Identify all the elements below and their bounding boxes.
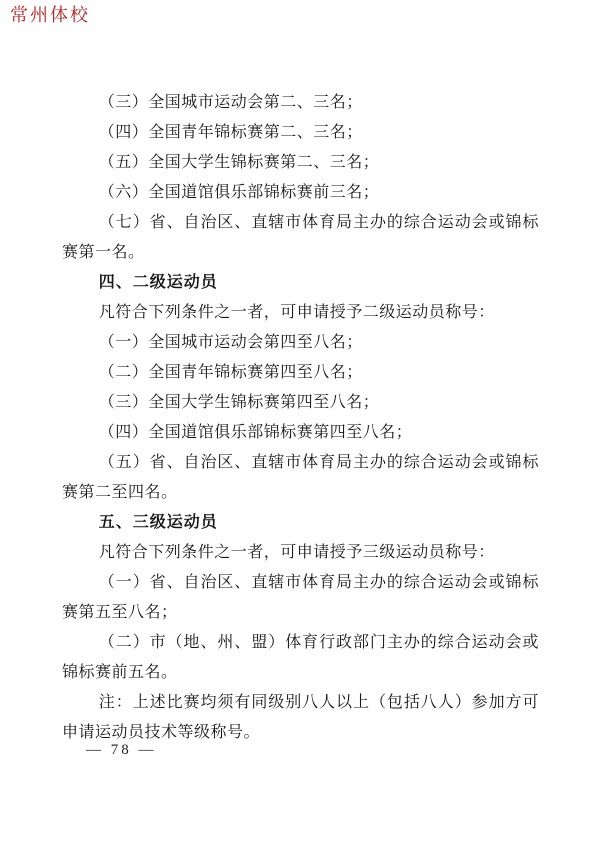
- list-item: （三）全国城市运动会第二、三名；: [98, 94, 363, 111]
- document-body: [62, 88, 539, 748]
- list-item: （一）全国城市运动会第四至八名；: [98, 334, 363, 351]
- note-paragraph: 注：上述比赛均须有同级别八人以上（包括八人）参加方可申请运动员技术等级称号。: [62, 694, 539, 741]
- watermark-stamp: 常州体校: [10, 5, 90, 25]
- paragraph: 凡符合下列条件之一者，可申请授予三级运动员称号：: [98, 544, 495, 561]
- list-item: （三）全国大学生锦标赛第四至八名；: [98, 394, 380, 411]
- list-item: （六）全国道馆俱乐部锦标赛前三名；: [98, 184, 380, 201]
- list-item: （五）省、自治区、直辖市体育局主办的综合运动会或锦标赛第二至四名。: [62, 454, 539, 501]
- page-number: — 78 —: [86, 742, 157, 758]
- list-item: （四）全国道馆俱乐部锦标赛第四至八名；: [98, 424, 413, 441]
- list-item: （二）市（地、州、盟）体育行政部门主办的综合运动会或锦标赛前五名。: [62, 634, 539, 681]
- paragraph: 凡符合下列条件之一者，可申请授予二级运动员称号：: [98, 304, 495, 321]
- list-item: （四）全国青年锦标赛第二、三名；: [98, 124, 363, 141]
- list-item: （一）省、自治区、直辖市体育局主办的综合运动会或锦标赛第五至八名；: [62, 574, 539, 621]
- list-item: （二）全国青年锦标赛第四至八名；: [98, 364, 363, 381]
- list-item: （五）全国大学生锦标赛第二、三名；: [98, 154, 380, 171]
- list-item: （七）省、自治区、直辖市体育局主办的综合运动会或锦标赛第一名。: [62, 214, 539, 261]
- section-heading-level3-athlete: 五、三级运动员: [98, 514, 218, 531]
- section-heading-level2-athlete: 四、二级运动员: [98, 274, 218, 291]
